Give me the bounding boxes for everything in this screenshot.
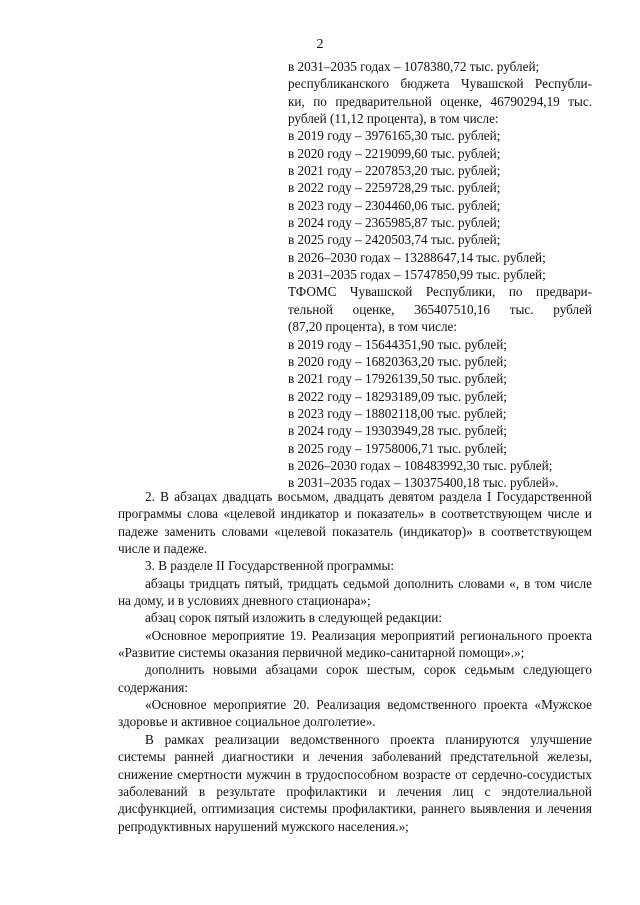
- funding-line: тельной оценке, 365407510,16 тыс. рублей: [288, 301, 592, 317]
- funding-line: в 2022 году – 18293189,09 тыс. рублей;: [288, 388, 507, 404]
- funding-line: в 2021 году – 2207853,20 тыс. рублей;: [288, 163, 501, 179]
- paragraph: дополнить новыми абзацами сорок шестым, сорок седьмым следующего содержания:: [118, 662, 592, 695]
- funding-line: в 2020 году – 2219099,60 тыс. рублей;: [288, 145, 501, 161]
- funding-line: рублей (11,12 процента), в том числе:: [288, 111, 499, 127]
- funding-line: в 2026–2030 годах – 13288647,14 тыс. рублей;: [288, 249, 546, 265]
- funding-line: в 2019 году – 15644351,90 тыс. рублей;: [288, 336, 507, 352]
- paragraph: «Основное мероприятие 20. Реализация ведомственного проекта «Мужское здоровье и активное социальное долголетие».: [118, 697, 592, 730]
- funding-line: в 2024 году – 2365985,87 тыс. рублей;: [288, 215, 501, 231]
- funding-line: в 2025 году – 19758006,71 тыс. рублей;: [288, 440, 507, 456]
- funding-line: в 2031–2035 годах – 130375400,18 тыс. рублей».: [288, 475, 559, 491]
- paragraph: 3. В разделе II Государственной программы:: [145, 558, 395, 574]
- funding-line: (87,20 процента), в том числе:: [288, 319, 458, 335]
- funding-line: в 2020 году – 16820363,20 тыс. рублей;: [288, 353, 507, 369]
- funding-line: в 2019 году – 3976165,30 тыс. рублей;: [288, 128, 501, 144]
- funding-line: в 2024 году – 19303949,28 тыс. рублей;: [288, 423, 507, 439]
- paragraph: абзац сорок пятый изложить в следующей редакции:: [145, 610, 443, 626]
- page-number: 2: [316, 37, 324, 52]
- funding-line: в 2026–2030 годах – 108483992,30 тыс. рублей;: [288, 457, 553, 473]
- funding-line: в 2022 году – 2259728,29 тыс. рублей;: [288, 180, 501, 196]
- funding-line: в 2023 году – 18802118,00 тыс. рублей;: [288, 405, 507, 421]
- funding-line: ки, по предварительной оценке, 46790294,19 тыс.: [288, 93, 592, 109]
- paragraph: 2. В абзацах двадцать восьмом, двадцать девятом раздела I Государственной программы слова «целевой индикатор и показатель» в соответствующем числе и падеже заменить словами «целевой показатель (индикатор)» в соответствующем числе и падеже.: [118, 489, 592, 557]
- funding-breakdown-column: [288, 58, 592, 492]
- funding-line: в 2023 году – 2304460,06 тыс. рублей;: [288, 197, 501, 213]
- funding-line: в 2031–2035 годах – 15747850,99 тыс. рублей;: [288, 267, 546, 283]
- paragraph: В рамках реализации ведомственного проекта планируются улучшение системы ранней диагностики и лечения заболеваний предстательной железы, снижение смертности мужчин в трудоспособном возрасте от сердечно-сосудистых заболеваний в результате профилактики и лечения лиц с эндотелиальной дисфункцией, оптимизация системы профилактики, раннего выявления и лечения репродуктивных нарушений мужского населения.»;: [118, 731, 592, 834]
- paragraph: абзацы тридцать пятый, тридцать седьмой дополнить словами «, в том числе на дому, и в условиях дневного стационара»;: [118, 575, 592, 609]
- amendments-body: [118, 488, 592, 835]
- funding-line: в 2025 году – 2420503,74 тыс. рублей;: [288, 232, 501, 248]
- funding-line: ТФОМС Чувашской Республики, по предвари-: [288, 284, 592, 300]
- paragraph: «Основное мероприятие 19. Реализация мероприятий регионального проекта «Развитие системы оказания первичной медико-санитарной помощи».»;: [118, 627, 592, 661]
- funding-line: в 2021 году – 17926139,50 тыс. рублей;: [288, 371, 507, 387]
- funding-line: республиканского бюджета Чувашской Республи-: [288, 76, 592, 92]
- funding-line: в 2031–2035 годах – 1078380,72 тыс. рублей;: [288, 59, 540, 74]
